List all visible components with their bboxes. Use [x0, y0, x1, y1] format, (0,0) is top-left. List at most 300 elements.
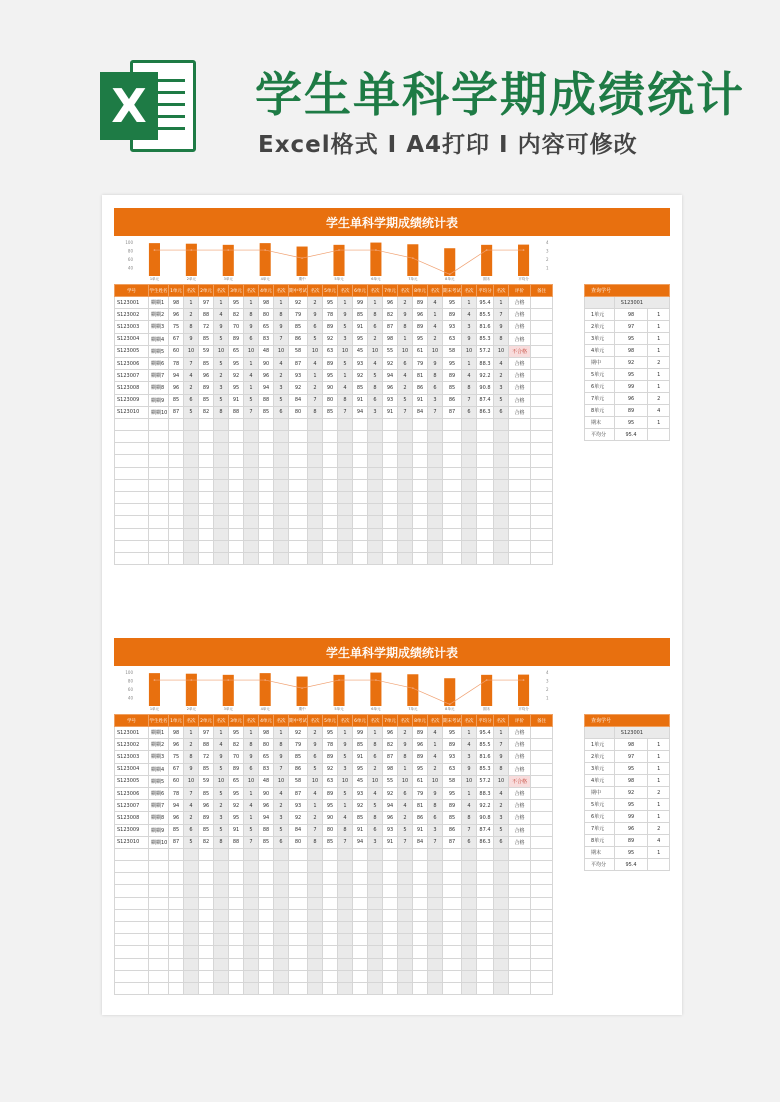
table-cell[interactable]: 92 — [383, 357, 398, 369]
table-cell[interactable]: 3 — [274, 382, 289, 394]
table-cell[interactable]: 87 — [289, 357, 308, 369]
table-cell[interactable] — [443, 922, 462, 934]
table-cell[interactable] — [509, 443, 531, 455]
table-cell[interactable]: 58 — [443, 775, 462, 787]
table-cell[interactable] — [244, 873, 259, 885]
table-cell[interactable] — [115, 897, 149, 909]
table-cell[interactable] — [214, 443, 229, 455]
table-cell[interactable]: 94 — [383, 800, 398, 812]
table-cell[interactable] — [199, 958, 214, 970]
table-cell[interactable] — [531, 418, 553, 430]
table-cell[interactable]: 93 — [353, 357, 368, 369]
table-cell[interactable] — [413, 552, 428, 564]
table-cell[interactable]: 78 — [169, 357, 184, 369]
table-cell[interactable] — [199, 516, 214, 528]
table-cell[interactable]: 5 — [274, 394, 289, 406]
table-cell[interactable] — [323, 982, 338, 994]
table-cell[interactable]: 3 — [428, 824, 443, 836]
table-cell[interactable] — [289, 540, 308, 552]
table-cell[interactable] — [338, 922, 353, 934]
table-cell[interactable]: 2 — [494, 370, 509, 382]
table-cell[interactable] — [509, 897, 531, 909]
table-cell[interactable] — [509, 431, 531, 443]
table-cell[interactable] — [338, 479, 353, 491]
table-cell[interactable]: 7 — [244, 836, 259, 848]
table-cell[interactable]: 93 — [383, 394, 398, 406]
table-cell[interactable] — [289, 479, 308, 491]
table-cell[interactable]: 8 — [308, 406, 323, 418]
table-cell[interactable]: 10 — [184, 345, 199, 357]
table-cell[interactable]: 86 — [443, 824, 462, 836]
table-cell[interactable] — [428, 970, 443, 982]
table-cell[interactable]: 89 — [199, 812, 214, 824]
table-cell[interactable]: 合格 — [509, 370, 531, 382]
table-cell[interactable] — [199, 934, 214, 946]
table-cell[interactable]: 86 — [289, 763, 308, 775]
table-cell[interactable] — [308, 861, 323, 873]
table-cell[interactable]: 79 — [413, 787, 428, 799]
table-cell[interactable]: 6 — [274, 406, 289, 418]
table-cell[interactable] — [398, 909, 413, 921]
table-cell[interactable] — [428, 443, 443, 455]
table-cell[interactable]: 96 — [169, 812, 184, 824]
table-cell[interactable]: 90 — [259, 357, 274, 369]
table-cell[interactable]: 91 — [383, 406, 398, 418]
table-cell[interactable]: 5 — [308, 333, 323, 345]
table-cell[interactable] — [531, 739, 553, 751]
table-cell[interactable] — [169, 885, 184, 897]
table-cell[interactable]: 1 — [184, 297, 199, 309]
table-cell[interactable] — [323, 922, 338, 934]
table-cell[interactable] — [509, 873, 531, 885]
table-cell[interactable] — [398, 897, 413, 909]
table-cell[interactable]: 98 — [383, 763, 398, 775]
table-cell[interactable] — [289, 909, 308, 921]
table-cell[interactable]: 85 — [353, 382, 368, 394]
table-cell[interactable] — [244, 504, 259, 516]
table-cell[interactable] — [289, 516, 308, 528]
table-cell[interactable] — [368, 982, 383, 994]
table-cell[interactable]: 89 — [413, 321, 428, 333]
table-cell[interactable]: 1 — [274, 297, 289, 309]
table-cell[interactable] — [443, 958, 462, 970]
table-cell[interactable] — [169, 922, 184, 934]
table-cell[interactable]: 85 — [199, 394, 214, 406]
table-cell[interactable] — [308, 934, 323, 946]
table-cell[interactable] — [184, 443, 199, 455]
table-cell[interactable]: 95.4 — [477, 727, 494, 739]
table-cell[interactable] — [323, 873, 338, 885]
table-cell[interactable] — [308, 443, 323, 455]
table-cell[interactable] — [353, 528, 368, 540]
table-cell[interactable] — [169, 431, 184, 443]
table-cell[interactable] — [214, 516, 229, 528]
table-cell[interactable] — [383, 897, 398, 909]
table-cell[interactable] — [462, 492, 477, 504]
table-cell[interactable] — [274, 455, 289, 467]
table-cell[interactable]: 80 — [259, 739, 274, 751]
table-cell[interactable]: 92 — [323, 333, 338, 345]
table-cell[interactable] — [259, 479, 274, 491]
table-cell[interactable]: 2 — [428, 333, 443, 345]
table-cell[interactable] — [115, 528, 149, 540]
table-cell[interactable]: 95 — [353, 333, 368, 345]
table-cell[interactable]: 4 — [462, 309, 477, 321]
table-cell[interactable] — [289, 922, 308, 934]
table-cell[interactable]: 95 — [443, 357, 462, 369]
table-cell[interactable]: 82 — [229, 739, 244, 751]
table-cell[interactable]: 10 — [338, 775, 353, 787]
table-cell[interactable] — [199, 504, 214, 516]
table-cell[interactable] — [413, 934, 428, 946]
table-cell[interactable] — [383, 443, 398, 455]
table-cell[interactable] — [289, 552, 308, 564]
table-cell[interactable] — [413, 528, 428, 540]
table-cell[interactable] — [214, 873, 229, 885]
table-cell[interactable] — [494, 455, 509, 467]
table-cell[interactable]: S123008 — [115, 812, 149, 824]
table-cell[interactable]: 85.5 — [477, 309, 494, 321]
table-cell[interactable] — [274, 492, 289, 504]
table-cell[interactable] — [259, 873, 274, 885]
table-cell[interactable]: 9 — [494, 751, 509, 763]
table-cell[interactable] — [477, 873, 494, 885]
table-cell[interactable]: 90 — [259, 787, 274, 799]
table-cell[interactable]: 84 — [413, 836, 428, 848]
table-cell[interactable] — [199, 540, 214, 552]
table-cell[interactable] — [353, 946, 368, 958]
table-cell[interactable] — [229, 946, 244, 958]
table-cell[interactable] — [413, 873, 428, 885]
table-cell[interactable] — [353, 418, 368, 430]
table-cell[interactable] — [169, 455, 184, 467]
table-cell[interactable] — [477, 552, 494, 564]
table-cell[interactable] — [149, 540, 169, 552]
table-cell[interactable]: 88.3 — [477, 787, 494, 799]
table-cell[interactable]: 86 — [413, 382, 428, 394]
table-cell[interactable]: 10 — [428, 345, 443, 357]
table-cell[interactable]: 95 — [229, 382, 244, 394]
table-cell[interactable]: 92 — [229, 370, 244, 382]
table-cell[interactable]: 糊糊10 — [149, 406, 169, 418]
table-cell[interactable] — [368, 455, 383, 467]
table-cell[interactable]: 88 — [229, 406, 244, 418]
table-cell[interactable] — [229, 909, 244, 921]
table-cell[interactable] — [259, 516, 274, 528]
table-cell[interactable]: 4 — [338, 812, 353, 824]
table-cell[interactable]: 8 — [368, 382, 383, 394]
table-cell[interactable]: 8 — [428, 800, 443, 812]
table-cell[interactable] — [428, 467, 443, 479]
table-cell[interactable] — [494, 970, 509, 982]
table-cell[interactable] — [149, 958, 169, 970]
table-cell[interactable]: 1 — [244, 727, 259, 739]
table-cell[interactable] — [509, 455, 531, 467]
table-cell[interactable]: 89 — [323, 357, 338, 369]
table-cell[interactable]: 93 — [289, 370, 308, 382]
table-cell[interactable] — [244, 492, 259, 504]
table-cell[interactable] — [244, 982, 259, 994]
table-cell[interactable] — [353, 934, 368, 946]
table-cell[interactable] — [308, 528, 323, 540]
table-cell[interactable] — [323, 848, 338, 860]
table-cell[interactable]: 6 — [368, 751, 383, 763]
table-cell[interactable]: 89 — [443, 309, 462, 321]
table-cell[interactable]: S123001 — [115, 727, 149, 739]
table-cell[interactable]: 8 — [398, 751, 413, 763]
table-cell[interactable]: 7 — [274, 333, 289, 345]
table-cell[interactable] — [169, 958, 184, 970]
table-cell[interactable] — [289, 946, 308, 958]
table-cell[interactable]: 4 — [308, 787, 323, 799]
table-cell[interactable]: 9 — [214, 321, 229, 333]
table-cell[interactable]: 8 — [308, 836, 323, 848]
table-cell[interactable] — [214, 946, 229, 958]
table-cell[interactable]: 83 — [259, 333, 274, 345]
table-cell[interactable]: 87 — [169, 406, 184, 418]
table-cell[interactable] — [149, 504, 169, 516]
table-cell[interactable] — [383, 431, 398, 443]
table-cell[interactable] — [462, 455, 477, 467]
table-cell[interactable]: 89 — [229, 763, 244, 775]
table-cell[interactable] — [509, 885, 531, 897]
table-cell[interactable]: 84 — [413, 406, 428, 418]
table-cell[interactable]: 8 — [214, 836, 229, 848]
table-cell[interactable]: 8 — [368, 739, 383, 751]
table-cell[interactable] — [368, 946, 383, 958]
table-cell[interactable] — [308, 552, 323, 564]
table-cell[interactable]: 83 — [259, 763, 274, 775]
table-cell[interactable]: 9 — [428, 787, 443, 799]
table-cell[interactable] — [477, 455, 494, 467]
table-cell[interactable]: 63 — [443, 333, 462, 345]
table-cell[interactable] — [531, 848, 553, 860]
table-cell[interactable]: 5 — [214, 333, 229, 345]
table-cell[interactable] — [338, 958, 353, 970]
table-cell[interactable]: 94 — [259, 812, 274, 824]
table-cell[interactable] — [184, 418, 199, 430]
table-cell[interactable] — [214, 958, 229, 970]
table-cell[interactable]: 2 — [184, 812, 199, 824]
table-cell[interactable] — [229, 934, 244, 946]
table-cell[interactable] — [229, 540, 244, 552]
table-cell[interactable] — [115, 970, 149, 982]
table-cell[interactable] — [462, 552, 477, 564]
table-cell[interactable] — [531, 897, 553, 909]
table-cell[interactable] — [149, 455, 169, 467]
table-cell[interactable]: 4 — [462, 739, 477, 751]
table-cell[interactable] — [214, 885, 229, 897]
table-cell[interactable] — [531, 751, 553, 763]
table-cell[interactable] — [229, 431, 244, 443]
table-cell[interactable] — [323, 909, 338, 921]
table-cell[interactable] — [184, 492, 199, 504]
table-cell[interactable]: 85 — [169, 394, 184, 406]
table-cell[interactable]: 90 — [323, 382, 338, 394]
table-cell[interactable] — [184, 479, 199, 491]
table-cell[interactable]: 8 — [184, 751, 199, 763]
table-cell[interactable] — [259, 946, 274, 958]
table-cell[interactable]: 95 — [229, 812, 244, 824]
table-cell[interactable] — [244, 443, 259, 455]
table-cell[interactable] — [274, 528, 289, 540]
table-cell[interactable]: 合格 — [509, 382, 531, 394]
lookup-id-input[interactable]: S123001 — [614, 727, 669, 739]
table-cell[interactable]: 92 — [323, 763, 338, 775]
table-cell[interactable] — [115, 516, 149, 528]
table-cell[interactable] — [509, 479, 531, 491]
table-cell[interactable]: 5 — [214, 394, 229, 406]
table-cell[interactable] — [289, 934, 308, 946]
table-cell[interactable]: 91 — [353, 321, 368, 333]
table-cell[interactable]: 合格 — [509, 836, 531, 848]
table-cell[interactable] — [115, 958, 149, 970]
table-cell[interactable] — [531, 922, 553, 934]
table-cell[interactable]: 2 — [398, 297, 413, 309]
table-cell[interactable]: 85 — [259, 406, 274, 418]
table-cell[interactable] — [368, 504, 383, 516]
table-cell[interactable] — [259, 467, 274, 479]
table-cell[interactable]: S123004 — [115, 333, 149, 345]
table-cell[interactable] — [428, 897, 443, 909]
table-cell[interactable]: 95 — [323, 800, 338, 812]
table-cell[interactable] — [184, 922, 199, 934]
table-cell[interactable]: 合格 — [509, 812, 531, 824]
table-cell[interactable] — [244, 946, 259, 958]
table-cell[interactable] — [477, 897, 494, 909]
table-cell[interactable] — [398, 516, 413, 528]
table-cell[interactable] — [169, 443, 184, 455]
table-cell[interactable]: 糊糊9 — [149, 394, 169, 406]
table-cell[interactable] — [413, 431, 428, 443]
table-cell[interactable] — [531, 909, 553, 921]
table-cell[interactable]: 合格 — [509, 787, 531, 799]
table-cell[interactable]: 合格 — [509, 321, 531, 333]
table-cell[interactable] — [289, 504, 308, 516]
table-cell[interactable] — [214, 970, 229, 982]
table-cell[interactable] — [383, 516, 398, 528]
table-cell[interactable] — [274, 873, 289, 885]
table-cell[interactable] — [413, 946, 428, 958]
table-cell[interactable] — [274, 418, 289, 430]
table-cell[interactable] — [494, 885, 509, 897]
table-cell[interactable] — [494, 934, 509, 946]
table-cell[interactable] — [338, 443, 353, 455]
table-cell[interactable] — [531, 333, 553, 345]
table-cell[interactable] — [289, 455, 308, 467]
table-cell[interactable] — [199, 431, 214, 443]
table-cell[interactable]: 96 — [383, 297, 398, 309]
table-cell[interactable] — [462, 467, 477, 479]
table-cell[interactable] — [199, 909, 214, 921]
table-cell[interactable]: 86 — [413, 812, 428, 824]
table-cell[interactable] — [338, 431, 353, 443]
table-cell[interactable] — [443, 861, 462, 873]
table-cell[interactable] — [531, 763, 553, 775]
table-cell[interactable] — [509, 848, 531, 860]
table-cell[interactable]: 糊糊10 — [149, 836, 169, 848]
table-cell[interactable]: S123008 — [115, 382, 149, 394]
table-cell[interactable]: S123010 — [115, 406, 149, 418]
table-cell[interactable]: 6 — [428, 812, 443, 824]
table-cell[interactable]: S123002 — [115, 309, 149, 321]
table-cell[interactable] — [443, 970, 462, 982]
table-cell[interactable] — [244, 552, 259, 564]
table-cell[interactable] — [259, 922, 274, 934]
table-cell[interactable]: 2 — [274, 800, 289, 812]
table-cell[interactable]: 89 — [323, 751, 338, 763]
table-cell[interactable] — [338, 552, 353, 564]
table-cell[interactable]: 87 — [169, 836, 184, 848]
table-cell[interactable]: 55 — [383, 345, 398, 357]
table-cell[interactable]: 89 — [443, 370, 462, 382]
table-cell[interactable] — [115, 418, 149, 430]
table-cell[interactable] — [214, 504, 229, 516]
table-cell[interactable] — [509, 970, 531, 982]
table-cell[interactable]: 3 — [338, 333, 353, 345]
table-cell[interactable] — [244, 467, 259, 479]
table-cell[interactable] — [443, 455, 462, 467]
table-cell[interactable]: 合格 — [509, 406, 531, 418]
table-cell[interactable]: 1 — [338, 800, 353, 812]
table-cell[interactable] — [509, 861, 531, 873]
table-cell[interactable]: 85 — [443, 812, 462, 824]
table-cell[interactable] — [214, 455, 229, 467]
table-cell[interactable] — [115, 934, 149, 946]
table-cell[interactable] — [383, 909, 398, 921]
table-cell[interactable]: 87 — [443, 406, 462, 418]
table-cell[interactable]: 80 — [259, 309, 274, 321]
table-cell[interactable]: 3 — [338, 763, 353, 775]
table-cell[interactable]: 85 — [353, 739, 368, 751]
table-cell[interactable]: 99 — [353, 297, 368, 309]
table-cell[interactable] — [229, 897, 244, 909]
table-cell[interactable]: 7 — [184, 787, 199, 799]
table-cell[interactable] — [494, 467, 509, 479]
table-cell[interactable] — [115, 909, 149, 921]
table-cell[interactable] — [443, 982, 462, 994]
table-cell[interactable] — [383, 970, 398, 982]
table-cell[interactable] — [169, 540, 184, 552]
table-cell[interactable] — [383, 492, 398, 504]
table-cell[interactable]: 10 — [462, 345, 477, 357]
table-cell[interactable]: 92 — [229, 800, 244, 812]
table-cell[interactable] — [199, 873, 214, 885]
table-cell[interactable] — [244, 528, 259, 540]
table-cell[interactable] — [229, 552, 244, 564]
table-cell[interactable]: 93 — [383, 824, 398, 836]
table-cell[interactable]: 94 — [169, 800, 184, 812]
table-cell[interactable]: 9 — [184, 763, 199, 775]
table-cell[interactable] — [323, 958, 338, 970]
table-cell[interactable]: 4 — [244, 370, 259, 382]
table-cell[interactable] — [338, 848, 353, 860]
table-cell[interactable]: 94 — [169, 370, 184, 382]
table-cell[interactable] — [443, 504, 462, 516]
table-cell[interactable] — [368, 418, 383, 430]
table-cell[interactable] — [338, 528, 353, 540]
table-cell[interactable]: 10 — [338, 345, 353, 357]
table-cell[interactable] — [214, 528, 229, 540]
table-cell[interactable]: 9 — [274, 751, 289, 763]
table-cell[interactable] — [368, 431, 383, 443]
table-cell[interactable] — [274, 922, 289, 934]
table-cell[interactable] — [115, 861, 149, 873]
table-cell[interactable]: 92 — [289, 727, 308, 739]
table-cell[interactable]: 1 — [244, 357, 259, 369]
table-cell[interactable] — [531, 370, 553, 382]
table-cell[interactable]: 糊糊8 — [149, 812, 169, 824]
